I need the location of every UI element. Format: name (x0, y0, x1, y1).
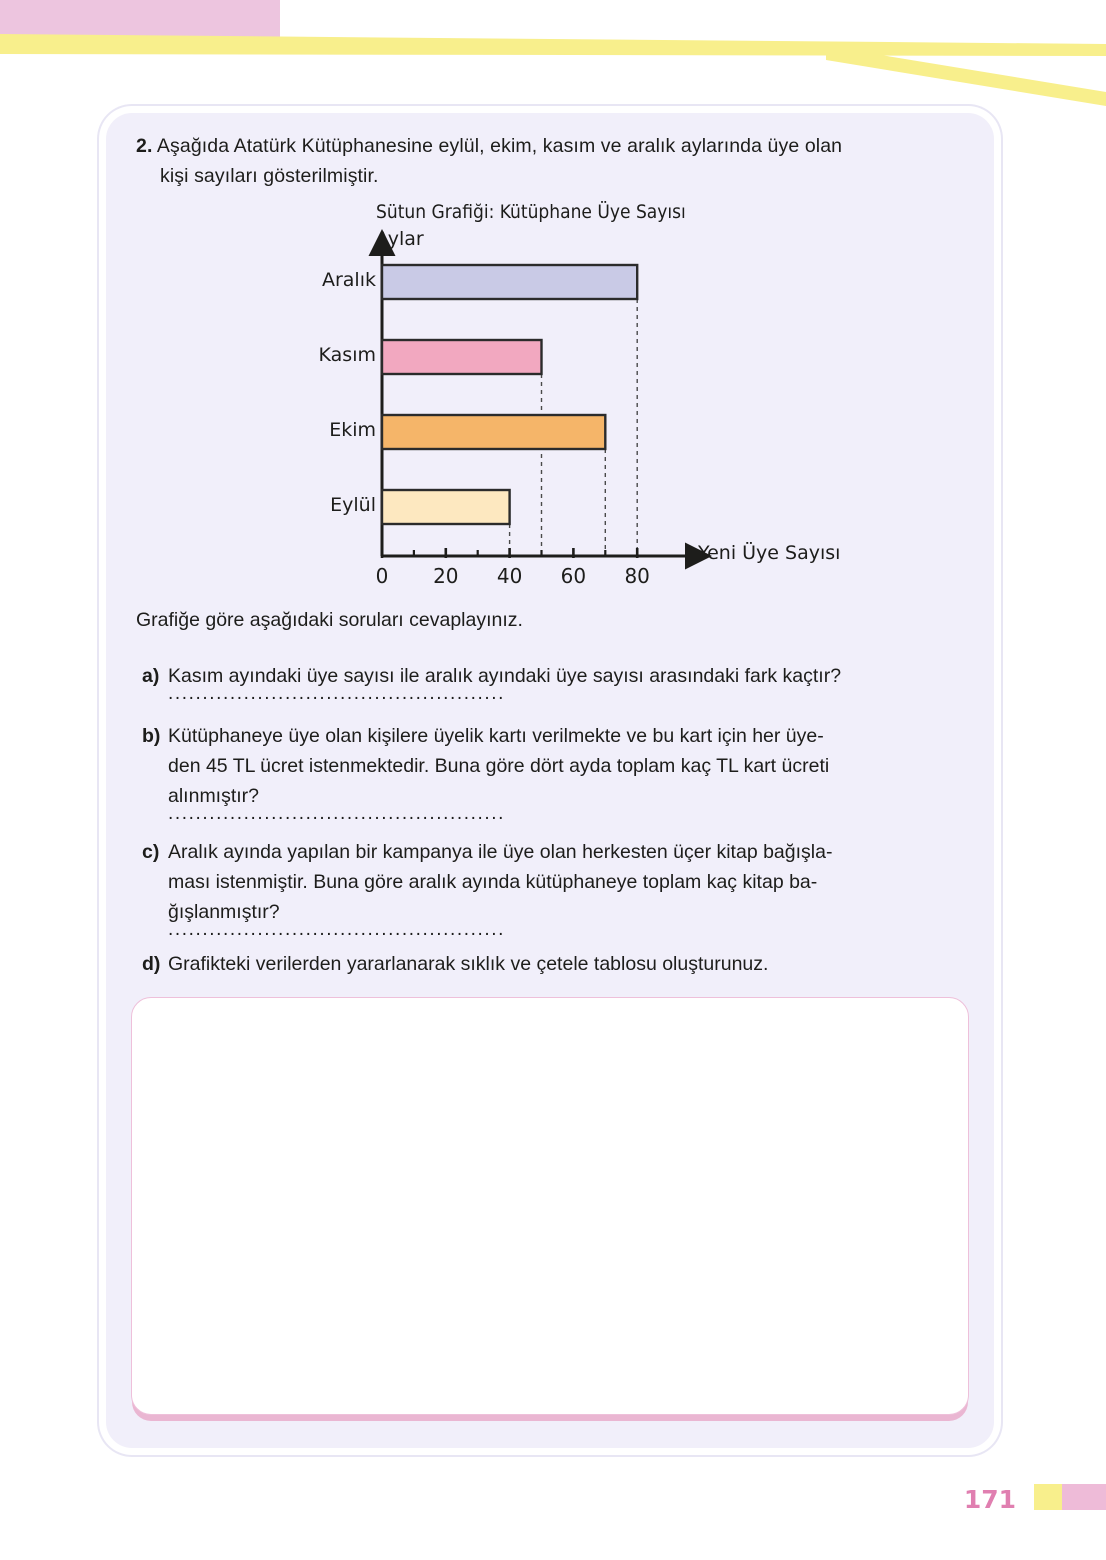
chart-category-label-kasim: Kasım (318, 344, 376, 366)
subquestion-a-line1: Kasım ayındaki üye sayısı ile aralık ayındaki üye sayısı arasındaki fark kaçtır? (168, 665, 842, 687)
subquestion-a-tag: a) (142, 665, 160, 687)
answer-work-area[interactable] (131, 997, 969, 1415)
chart-x-tick-40: 40 (496, 564, 523, 588)
subquestion-d-line1: Grafikteki verilerden yararlanarak sıklık ve çetele tablosu oluşturunuz. (168, 953, 769, 975)
chart-plot-area (106, 201, 994, 601)
chart-x-tick-80: 80 (624, 564, 650, 588)
question-header (136, 131, 974, 191)
chart-x-tick-20: 20 (433, 564, 459, 588)
answer-line-c[interactable]: ................................................. (168, 919, 506, 940)
subquestion-b-tag: b) (142, 725, 161, 747)
chart-bars (382, 265, 637, 524)
subquestion-b (142, 721, 988, 811)
bar-chart (106, 201, 994, 601)
chart-bar-eylül (382, 490, 510, 524)
subquestion-c-line2: ması istenmiştir. Buna göre aralık ayında kütüphaneye toplam kaç kitap ba- (168, 871, 818, 893)
chart-bar-kasım (382, 340, 542, 374)
subquestion-c-tag: c) (142, 841, 160, 863)
chart-bar-ekim (382, 415, 605, 449)
chart-category-label-ekim: Ekim (329, 419, 376, 441)
chart-title: Sütun Grafiği: Kütüphane Üye Sayısı (376, 201, 686, 223)
question-text-line2: kişi sayıları gösterilmiştir. (160, 165, 379, 187)
footer-pink-block-decor (1062, 1484, 1106, 1510)
question-text-line1: Aşağıda Atatürk Kütüphanesine eylül, ekim, kasım ve aralık aylarında üye olan (156, 135, 843, 157)
chart-x-tick-0: 0 (375, 564, 389, 588)
subquestion-d (142, 949, 988, 979)
question-number: 2. (136, 135, 153, 157)
chart-category-label-eylul: Eylül (330, 494, 376, 516)
answer-line-a[interactable]: ................................................. (168, 683, 506, 704)
chart-category-label-aralik: Aralık (321, 269, 376, 291)
subquestion-b-line3: alınmıştır? (168, 785, 260, 807)
subquestion-c-line3: ğışlanmıştır? (168, 901, 280, 923)
chart-x-tick-60: 60 (560, 564, 587, 588)
page-number: 171 (963, 1485, 1016, 1514)
exercise-panel (106, 113, 994, 1448)
footer-yellow-block-decor (1034, 1484, 1062, 1510)
chart-y-axis-label: Aylar (376, 228, 424, 250)
subquestion-c-line1: Aralık ayında yapılan bir kampanya ile üye olan herkesten üçer kitap bağışla- (168, 841, 833, 863)
subquestion-b-line2: den 45 TL ücret istenmektedir. Buna göre dört ayda toplam kaç TL kart ücreti (168, 755, 830, 777)
subquestion-b-line1: Kütüphaneye üye olan kişilere üyelik kartı verilmekte ve bu kart için her üye- (168, 725, 824, 747)
chart-bar-aralık (382, 265, 637, 299)
subquestion-d-tag: d) (142, 953, 161, 975)
answer-line-b[interactable]: ................................................. (168, 803, 506, 824)
subquestion-c (142, 837, 988, 927)
top-yellow-band-decor (0, 34, 1106, 56)
instruction-text: Grafiğe göre aşağıdaki soruları cevaplayınız. (136, 609, 523, 631)
chart-x-axis-label: Yeni Üye Sayısı (698, 542, 841, 564)
